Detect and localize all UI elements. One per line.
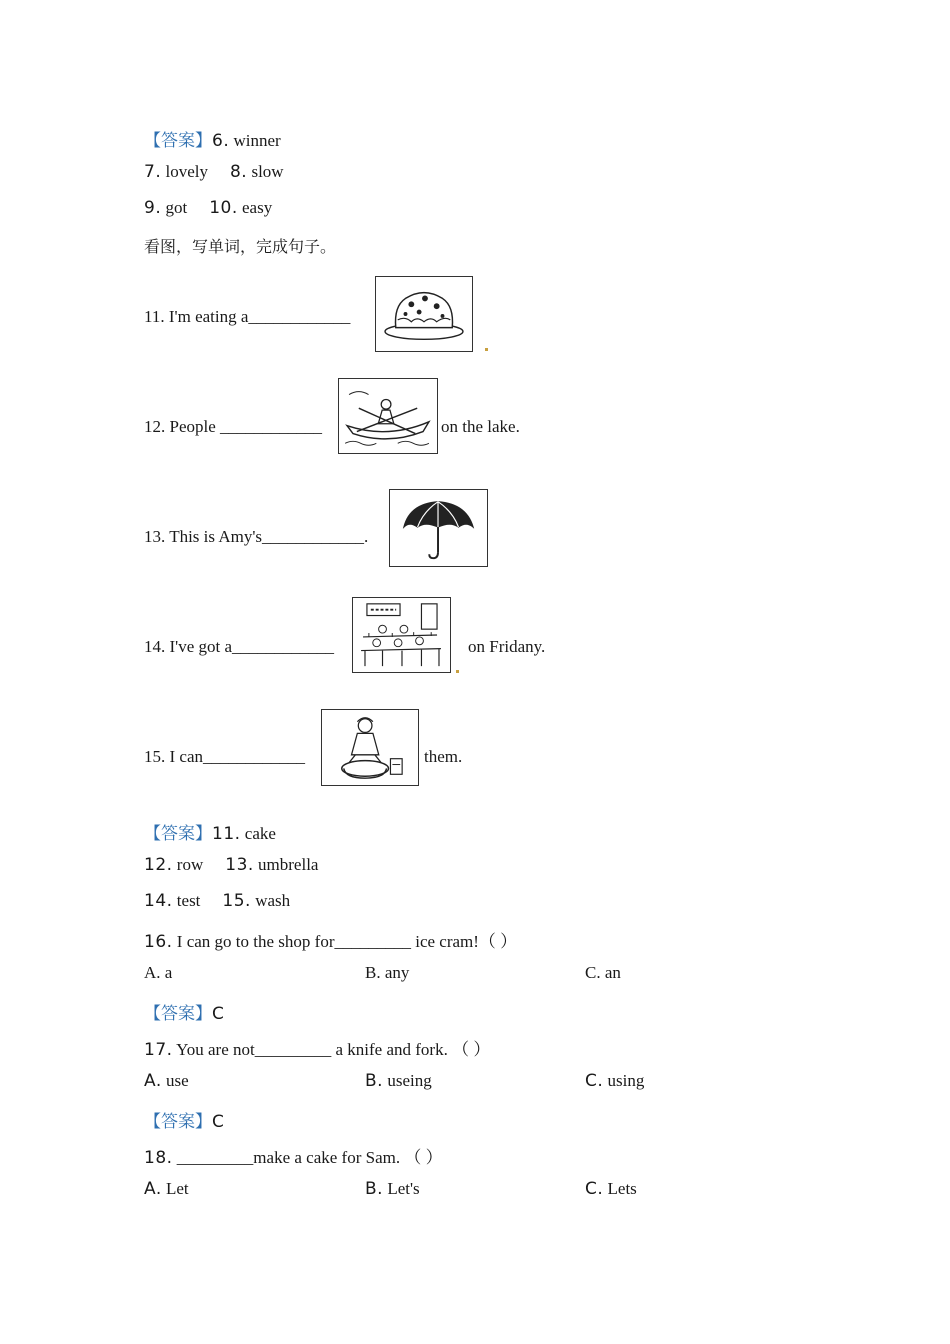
question-16: 16. I can go to the shop for_________ ice cram!（ ） xyxy=(144,932,518,952)
answer-line-6: 【答案】6. winner xyxy=(144,131,281,151)
question-15-ending: them. xyxy=(424,747,463,766)
answer-tag: 【答案】 xyxy=(144,1112,212,1131)
answer-line-9-10: 9. got 10. easy xyxy=(144,198,273,218)
q18-option-c: C. Lets xyxy=(585,1179,637,1199)
washing-clothes-picture xyxy=(321,709,419,786)
question-11: 11. I'm eating a____________ xyxy=(144,307,351,326)
q17-option-a: A. use xyxy=(144,1071,189,1091)
q16-option-a: A. a xyxy=(144,963,173,982)
q17-option-b: B. useing xyxy=(365,1071,432,1091)
answer-line-11: 【答案】11. cake xyxy=(144,824,276,844)
question-12-ending: on the lake. xyxy=(441,417,520,436)
question-17: 17. You are not_________ a knife and fork. （ ） xyxy=(144,1040,491,1060)
q17-option-c: C. using xyxy=(585,1071,645,1091)
umbrella-picture xyxy=(389,489,488,567)
q16-option-b: B. any xyxy=(365,963,410,982)
answer-line-12-13: 12. row 13. umbrella xyxy=(144,855,319,875)
cake-picture xyxy=(375,276,473,352)
question-18: 18. _________make a cake for Sam. （ ） xyxy=(144,1148,443,1168)
q17-answer: 【答案】C xyxy=(144,1112,225,1132)
answer-line-7-8: 7. lovely 8. slow xyxy=(144,162,284,182)
section-instruction: 看图，写单词，完成句子。 xyxy=(144,237,337,256)
question-12: 12. People ____________ xyxy=(144,417,323,436)
q16-answer: 【答案】C xyxy=(144,1004,225,1024)
answer-tag: 【答案】 xyxy=(144,1004,212,1023)
answer-line-14-15: 14. test 15. wash xyxy=(144,891,291,911)
q18-option-b: B. Let's xyxy=(365,1179,420,1199)
q16-option-c: C. an xyxy=(585,963,621,982)
question-15: 15. I can____________ xyxy=(144,747,306,766)
answer-tag: 【答案】 xyxy=(144,131,212,150)
rowing-boat-picture xyxy=(338,378,438,454)
answer-tag: 【答案】 xyxy=(144,824,212,843)
q18-option-a: A. Let xyxy=(144,1179,189,1199)
question-14: 14. I've got a____________ xyxy=(144,637,335,656)
question-13: 13. This is Amy's____________. xyxy=(144,527,369,546)
question-14-ending: on Fridany. xyxy=(468,637,546,656)
classroom-test-picture xyxy=(352,597,451,673)
